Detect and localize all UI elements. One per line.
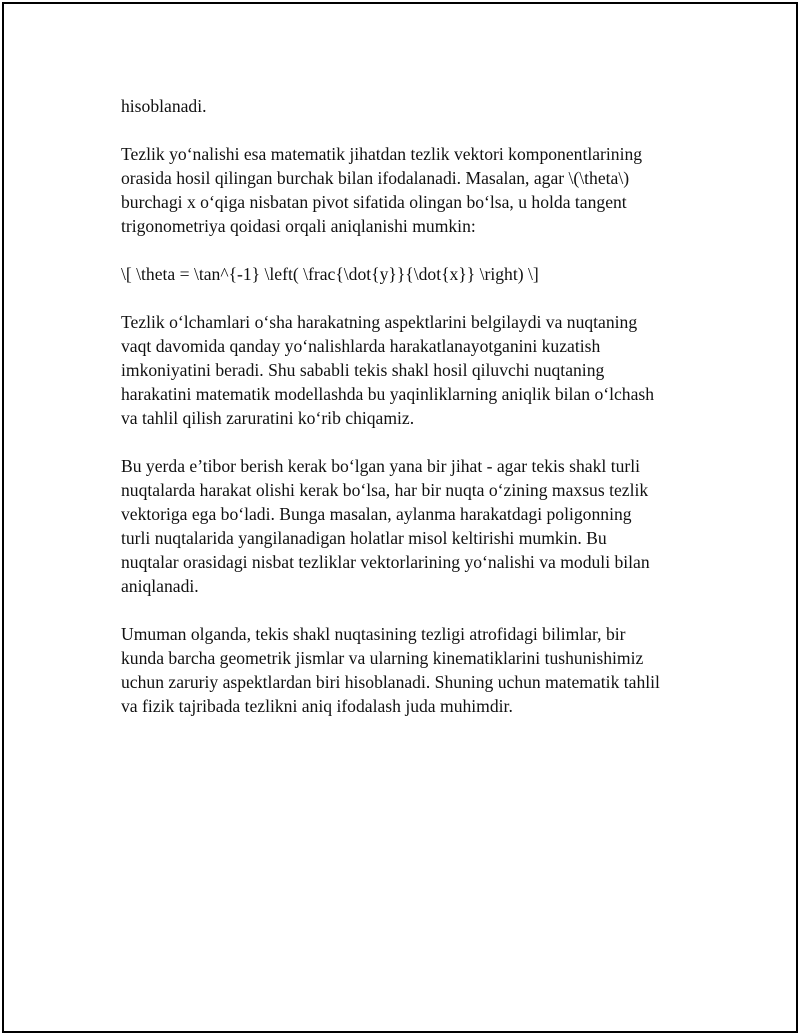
paragraph-2: Tezlik yo‘nalishi esa matematik jihatdan tezlik vektori komponentlarining orasida hosil qilingan burchak bilan ifodalanadi. Masalan, agar \(\theta\) burchagi x o‘qiga nisbatan pivot sifatida olingan bo‘lsa, u holda tangent trigonometriya qoidasi orqali aniqlanishi mumkin:	[121, 144, 643, 236]
paragraph-1: hisoblanadi.	[121, 96, 207, 116]
paragraph-4: Bu yerda e’tibor berish kerak bo‘lgan yana bir jihat - agar tekis shakl turli nuqtalarda harakat olishi kerak bo‘lsa, har bir nuqta o‘zining maxsus tezlik vektoriga ega bo‘ladi. Bunga masalan, aylanma harakatdagi poligonning turli nuqtalarida yangilanadigan holatlar misol keltirishi mumkin. Bu nuqtalar orasidagi nisbat tezliklar vektorlarining yo‘nalishi va moduli bilan aniqlanadi.	[121, 456, 650, 596]
paragraph-5: Umuman olganda, tekis shakl nuqtasining tezligi atrofidagi bilimlar, bir kunda barcha geometrik jismlar va ularning kinematiklarini tushunishimiz uchun zaruriy aspektlardan biri hisoblanadi. Shuning uchun matematik tahlil va fizik tajribada tezlikni aniq ifodalash juda muhimdir.	[121, 624, 660, 716]
paragraph-3: Tezlik o‘lchamlari o‘sha harakatning aspektlarini belgilaydi va nuqtaning vaqt davomida qanday yo‘nalishlarda harakatlanayotganini kuzatish imkoniyatini beradi. Shu sababli tekis shakl hosil qiluvchi nuqtaning harakatini matematik modellashda bu yaqinliklarning aniqlik bilan o‘lchash va tahlil qilish zaruratini ko‘rib chiqamiz.	[121, 312, 655, 428]
formula-line: \[ \theta = \tan^{-1} \left( \frac{\dot{y}}{\dot{x}} \right) \]	[121, 264, 539, 284]
document-body	[121, 94, 696, 742]
page-frame	[2, 2, 798, 1033]
